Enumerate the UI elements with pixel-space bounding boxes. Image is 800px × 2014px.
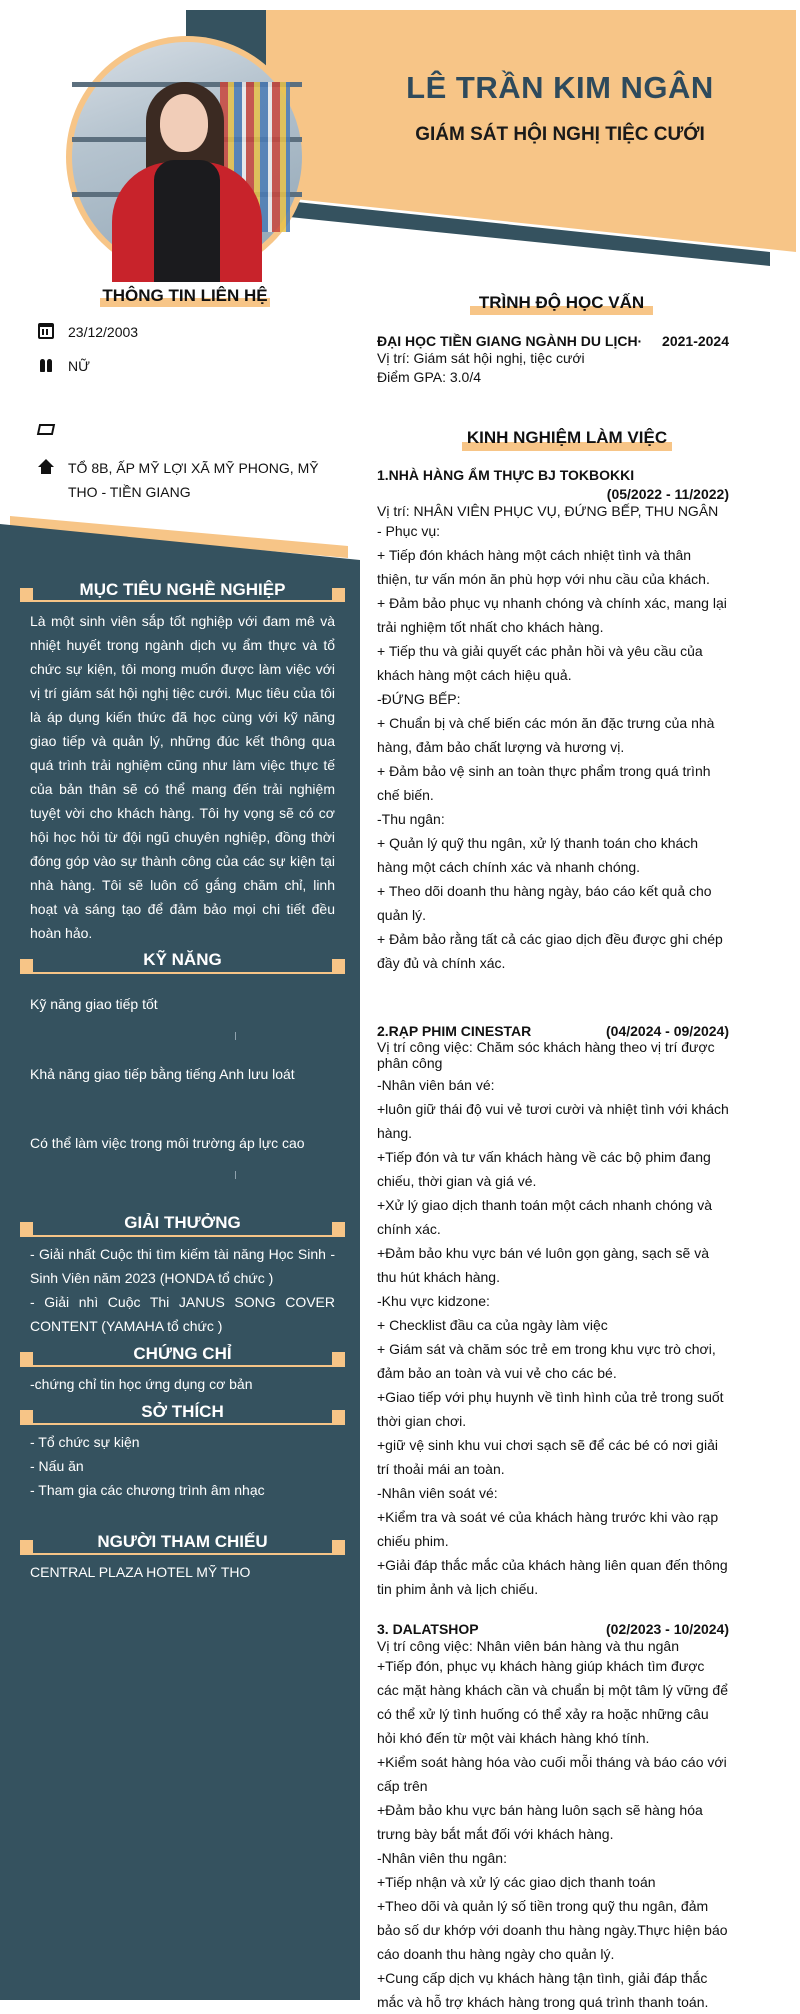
skill-item: Có thể làm việc trong môi trường áp lực cao xyxy=(30,1135,305,1151)
education-position: Vị trí: Giám sát hội nghị, tiệc cưới xyxy=(377,350,585,366)
gender-value: NỮ xyxy=(68,358,91,374)
references-section-title: NGƯỜI THAM CHIẾU xyxy=(97,1532,268,1551)
job-line: +Kiểm soát hàng hóa vào cuối mỗi tháng và báo cáo với cấp trên xyxy=(377,1754,727,1794)
candidate-name: LÊ TRẦN KIM NGÂN xyxy=(406,70,714,105)
education-years: 2021-2024 xyxy=(662,333,729,349)
job-line: + Theo dõi doanh thu hàng ngày, báo cáo kết quả cho quản lý. xyxy=(377,883,712,923)
job-line: +Đảm bảo khu vực bán hàng luôn sạch sẽ hàng hóa trưng bày bắt mắt đối với khách hàng. xyxy=(377,1802,703,1842)
job-line: + Giám sát và chăm sóc trẻ em trong khu vực trò chơi, đảm bảo an toàn và vui vẻ cho các bé. xyxy=(377,1341,716,1381)
job-line: + Đảm bảo rằng tất cả các giao dịch đều được ghi chép đầy đủ và chính xác. xyxy=(377,931,723,971)
job-line: +Tiếp nhận và xử lý các giao dịch thanh toán xyxy=(377,1874,656,1890)
gender-icon xyxy=(38,357,54,373)
job-line: + Đảm bảo phục vụ nhanh chóng và chính xác, mang lại trải nghiệm tốt nhất cho khách hàng. xyxy=(377,595,727,635)
job-line: + Đảm bảo vệ sinh an toàn thực phẩm trong quá trình chế biến. xyxy=(377,763,711,803)
job-line: + Checklist đầu ca của ngày làm việc xyxy=(377,1317,608,1333)
profile-photo xyxy=(66,36,308,278)
job-header xyxy=(377,1620,729,1638)
job-period: (05/2022 - 11/2022) xyxy=(606,486,729,502)
hobby-item: - Nấu ăn xyxy=(30,1458,84,1474)
job-line: -Khu vực kidzone: xyxy=(377,1293,490,1309)
job-line: -ĐỨNG BẾP: xyxy=(377,691,461,707)
job-title: GIÁM SÁT HỘI NGHỊ TIỆC CƯỚI xyxy=(415,124,705,145)
job-position: Vị trí: NHÂN VIÊN PHỤC VỤ, ĐỨNG BẾP, THU NGÂN xyxy=(377,503,719,519)
contact-address xyxy=(38,456,338,504)
home-icon xyxy=(38,459,54,475)
education-header xyxy=(377,332,729,350)
awards-section-title: GIẢI THƯỞNG xyxy=(124,1213,241,1232)
job-details xyxy=(377,1654,729,2014)
job-line: +Đảm bảo khu vực bán vé luôn gọn gàng, sạch sẽ và thu hút khách hàng. xyxy=(377,1245,709,1285)
objective-section-title: MỤC TIÊU NGHỀ NGHIỆP xyxy=(79,580,286,599)
school-name: ĐẠI HỌC TIỀN GIANG NGÀNH DU LỊCH· xyxy=(377,333,643,349)
contact-gender xyxy=(38,354,90,378)
certificates-section-title: CHỨNG CHỈ xyxy=(133,1344,232,1363)
job-company: 3. DALATSHOP xyxy=(377,1621,479,1637)
education-section-title: TRÌNH ĐỘ HỌC VẤN xyxy=(478,293,645,312)
job-position: Vị trí công việc: Nhân viên bán hàng và thu ngân xyxy=(377,1638,679,1654)
reference-text: CENTRAL PLAZA HOTEL MỸ THO xyxy=(30,1564,251,1580)
education-gpa: Điểm GPA: 3.0/4 xyxy=(377,369,482,385)
award-item: - Giải nhất Cuộc thi tìm kiếm tài năng Học Sinh - Sinh Viên năm 2023 (HONDA tổ chức ) xyxy=(30,1246,335,1286)
job-details xyxy=(377,1073,729,1601)
job-company: 1.NHÀ HÀNG ẨM THỰC BJ TOKBOKKI xyxy=(377,467,635,483)
job-line: +Tiếp đón và tư vấn khách hàng về các bộ phim đang chiếu, thời gian và giá vé. xyxy=(377,1149,711,1189)
job-line: +Cung cấp dịch vụ khách hàng tận tình, giải đáp thắc mắc và hỗ trợ khách hàng trong quá trình thanh toán. xyxy=(377,1970,709,2010)
certificate-item: -chứng chỉ tin học ứng dụng cơ bản xyxy=(30,1376,253,1392)
contact-birthday xyxy=(38,320,138,344)
skill-item: Khả năng giao tiếp bằng tiếng Anh lưu loát xyxy=(30,1066,295,1082)
award-item: - Giải nhì Cuộc Thi JANUS SONG COVER CONTENT (YAMAHA tổ chức ) xyxy=(30,1294,335,1334)
objective-text: Là một sinh viên sắp tốt nghiệp với đam mê và nhiệt huyết trong ngành dịch vụ ẩm thực và tổ chức sự kiện, tôi mong muốn được làm việc với vị trí giám sát hội nghị tiệc cưới. Mục tiêu của tôi là áp dụng kiến thức đã học cùng với kỹ năng giao tiếp và quản lý, những đúc kết thông qua quá trình trải nghiệm cũng như làm việc thực tế của bản thân sẽ có thể mang đến trải nghiệm tuyệt vời cho khách hàng. Tôi hy vọng sẽ có cơ hội học hỏi từ đội ngũ chuyên nghiệp, đồng thời đóng góp vào sự thành công của các sự kiện tại nhà hàng. Tôi sẽ luôn cố gắng chăm chỉ, linh hoạt và sáng tạo để đảm bảo mọi chi tiết đều hoàn hảo. xyxy=(30,613,335,941)
job-line: + Tiếp đón khách hàng một cách nhiệt tình và thân thiện, tư vấn món ăn phù hợp với nhu cầu của khách. xyxy=(377,547,710,587)
contact-section-title: THÔNG TIN LIÊN HỆ xyxy=(102,286,268,305)
experience-section-title: KINH NGHIỆM LÀM VIỆC xyxy=(466,428,668,447)
job-line: +luôn giữ thái độ vui vẻ tươi cười và nhiệt tình với khách hàng. xyxy=(377,1101,729,1141)
skill-item: Kỹ năng giao tiếp tốt xyxy=(30,996,158,1012)
hobbies-section-title: SỞ THÍCH xyxy=(141,1402,224,1421)
job-line: + Chuẩn bị và chế biến các món ăn đặc trưng của nhà hàng, đảm bảo chất lượng và hương vị. xyxy=(377,715,715,755)
job-line: +Giải đáp thắc mắc của khách hàng liên quan đến thông tin phim ảnh và lịch chiếu. xyxy=(377,1557,728,1597)
contact-email xyxy=(38,418,68,435)
job-line: +Theo dõi và quản lý số tiền trong quỹ thu ngân, đảm bảo số dư khớp với doanh thu hàng ngày.Thực hiện báo cáo doanh thu hàng ngày cho quản lý. xyxy=(377,1898,728,1962)
skills-section-title: KỸ NĂNG xyxy=(143,950,222,969)
job-period: (02/2023 - 10/2024) xyxy=(606,1621,729,1637)
job-line: - Phục vụ: xyxy=(377,523,441,539)
job-details xyxy=(377,519,729,975)
job-line: +Xử lý giao dịch thanh toán một cách nhanh chóng và chính xác. xyxy=(377,1197,713,1237)
job-line: + Tiếp thu và giải quyết các phản hồi và yêu cầu của khách hàng một cách hiệu quả. xyxy=(377,643,703,683)
job-line: -Nhân viên thu ngân: xyxy=(377,1850,507,1866)
job-line: -Nhân viên bán vé: xyxy=(377,1077,495,1093)
job-line: +Tiếp đón, phục vụ khách hàng giúp khách tìm được các mặt hàng khách cần và chuẩn bị một tâm lý vững để có thể xử lý tình huống có thể xảy ra hoặc những câu hỏi khó đến từ một vài khách hàng khó tính. xyxy=(377,1658,729,1746)
job-period: (04/2024 - 09/2024) xyxy=(606,1023,729,1039)
job-line: -Nhân viên soát vé: xyxy=(377,1485,498,1501)
birthday-value: 23/12/2003 xyxy=(68,324,139,340)
job-position: Vị trí công việc: Chăm sóc khách hàng theo vị trí được phân công xyxy=(377,1039,715,1071)
job-line: +giữ vệ sinh khu vui chơi sạch sẽ để các bé có nơi giải trí thoải mái an toàn. xyxy=(377,1437,718,1477)
address-value: TỔ 8B, ẤP MỸ LỢI XÃ MỸ PHONG, MỸ THO - TIỀN GIANG xyxy=(68,460,319,500)
job-header xyxy=(377,1022,729,1040)
avatar xyxy=(72,42,302,272)
job-line: -Thu ngân: xyxy=(377,811,445,827)
job-line: +Kiểm tra và soát vé của khách hàng trước khi vào rạp chiếu phim. xyxy=(377,1509,719,1549)
job-company: 2.RẠP PHIM CINESTAR xyxy=(377,1023,532,1039)
job-line: + Quản lý quỹ thu ngân, xử lý thanh toán cho khách hàng một cách chính xác và nhanh chóng. xyxy=(377,835,699,875)
hobby-item: - Tổ chức sự kiện xyxy=(30,1434,140,1450)
calendar-icon xyxy=(38,323,54,339)
email-icon xyxy=(37,424,55,435)
job-line: +Giao tiếp với phụ huynh về tình hình của trẻ trong suốt thời gian chơi. xyxy=(377,1389,724,1429)
hobby-item: - Tham gia các chương trình âm nhạc xyxy=(30,1482,265,1498)
